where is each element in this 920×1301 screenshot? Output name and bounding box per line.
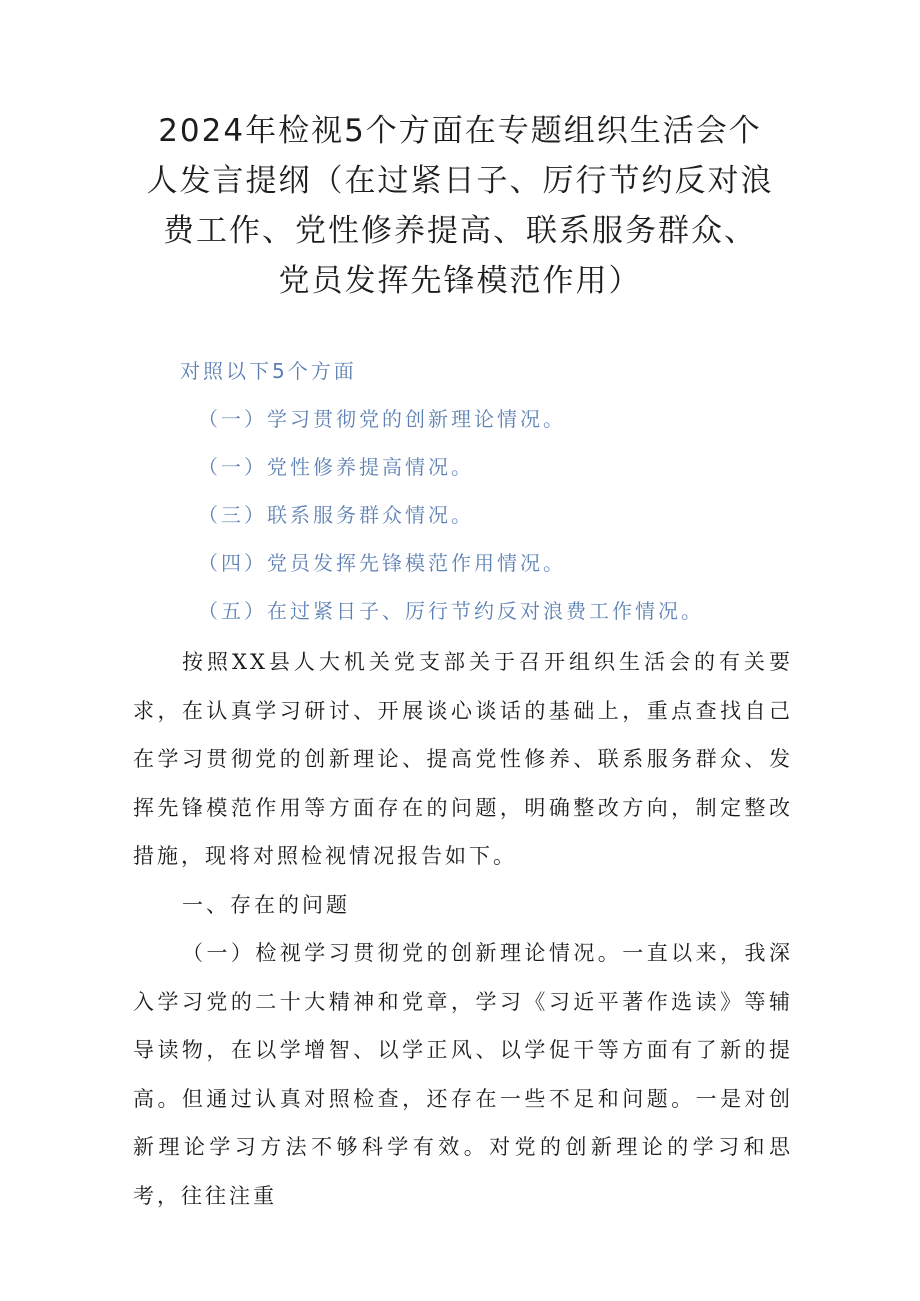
title-line-1: 2024年检视5个方面在专题组织生活会个	[158, 113, 762, 149]
body-paragraph: 按照XX县人大机关党支部关于召开组织生活会的有关要求，在认真学习研讨、开展谈心谈话的基础上，重点查找自己在学习贯彻党的创新理论、提高党性修养、联系服务群众、发挥先锋模范作用等方面存在的问题，明确整改方向，制定整改措施，现将对照检视情况报告如下。	[133, 650, 793, 868]
title-line-4: 党员发挥先锋模范作用）	[278, 263, 642, 299]
outline-item: （三）联系服务群众情况。	[198, 503, 474, 527]
outline-intro: 对照以下5个方面	[180, 359, 357, 383]
outline-item: （一）学习贯彻党的创新理论情况。	[198, 407, 566, 431]
outline-item: （一）党性修养提高情况。	[198, 455, 474, 479]
document-title	[130, 106, 790, 306]
outline-item: （五）在过紧日子、厉行节约反对浪费工作情况。	[198, 599, 704, 623]
body-paragraph: （一）检视学习贯彻党的创新理论情况。一直以来，我深入学习党的二十大精神和党章，学习《习近平著作选读》等辅导读物，在以学增智、以学正风、以学促干等方面有了新的提高。但通过认真对照检查，还存在一些不足和问题。一是对创新理论学习方法不够科学有效。对党的创新理论的学习和思考，往往注重	[133, 941, 793, 1208]
outline-item: （四）党员发挥先锋模范作用情况。	[198, 551, 566, 575]
document-body	[133, 638, 793, 1220]
title-line-3: 费工作、党性修养提高、联系服务群众、	[163, 213, 757, 249]
section-heading: 一、存在的问题	[182, 892, 350, 917]
title-line-2: 人发言提纲（在过紧日子、厉行节约反对浪	[146, 163, 774, 199]
